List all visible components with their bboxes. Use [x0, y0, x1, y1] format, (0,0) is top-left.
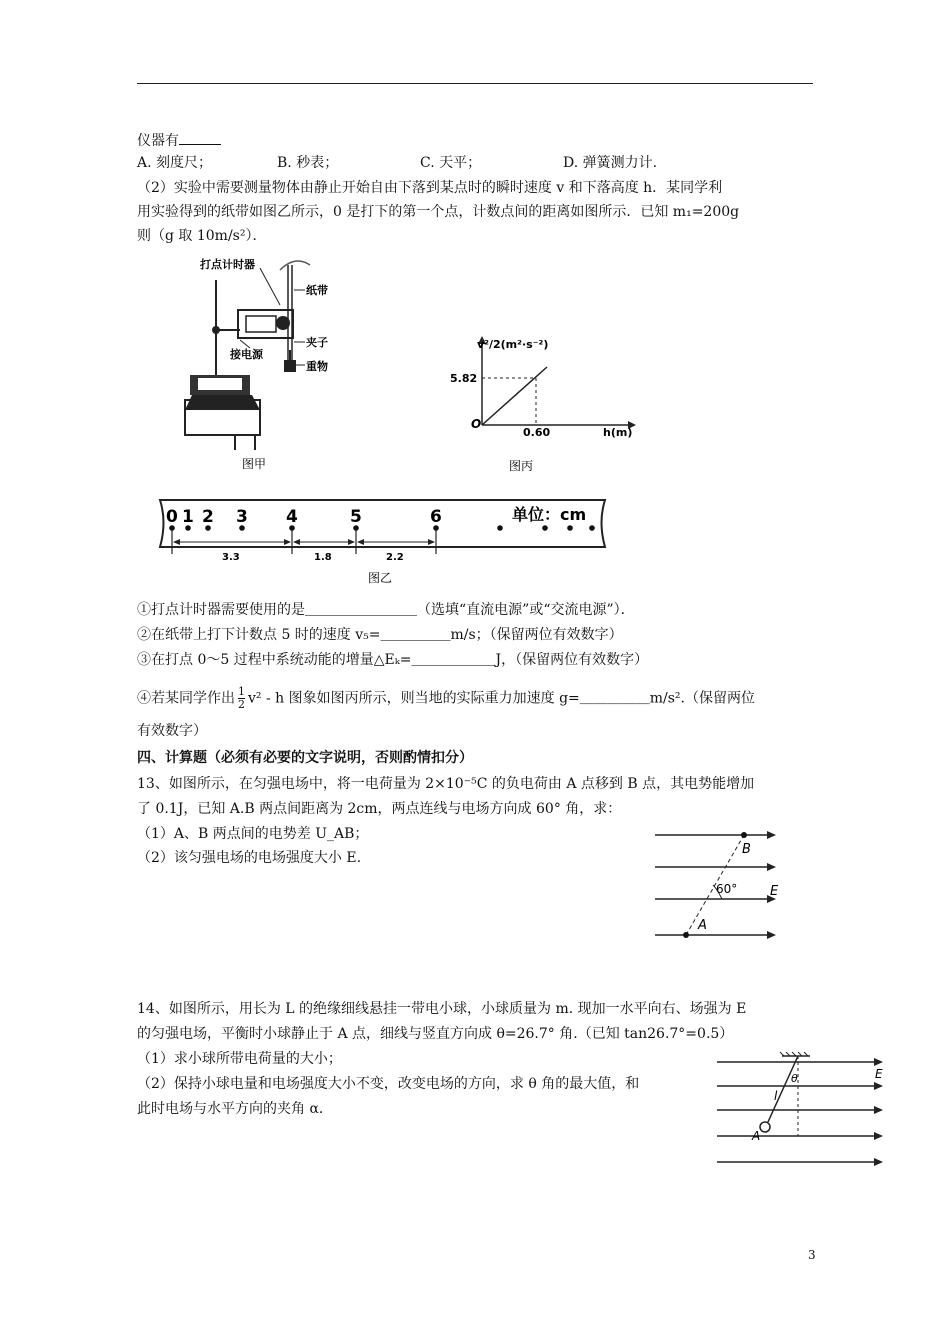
- tape-unit: 单位：cm: [512, 505, 587, 524]
- q13-sub1: （1）A、B 两点间的电势差 U_AB；: [137, 826, 369, 842]
- q14-sub2: （2）保持小球电量和电场强度大小不变，改变电场的方向，求 θ 角的最大值，和: [137, 1076, 640, 1092]
- q14-label-a: A: [752, 1129, 761, 1143]
- instruments-prefix: 仪器有: [137, 133, 179, 149]
- q14-label-l: l: [774, 1089, 778, 1103]
- q14-label-theta: θ: [791, 1072, 798, 1085]
- option-c: C. 天平；: [420, 155, 482, 171]
- q14-label-e: E: [875, 1067, 883, 1081]
- tape-label-6: 6: [430, 507, 442, 527]
- header-rule: [137, 83, 813, 84]
- label-clip: 夹子: [306, 336, 328, 349]
- q14-sub1: （1）求小球所带电荷量的大小；: [137, 1051, 342, 1067]
- q14-line1: 14、如图所示，用长为 L 的绝缘细线悬挂一带电小球，小球质量为 m. 现加一水平向右、场强为 E: [137, 1001, 747, 1017]
- tape-label-5: 5: [350, 507, 362, 527]
- option-b: B. 秒表；: [277, 155, 339, 171]
- option-a: A. 刻度尺；: [137, 155, 213, 171]
- tape-label-3: 3: [236, 507, 248, 527]
- bing-ylabel: v²/2(m²·s⁻²): [477, 338, 549, 351]
- q14-pendulum-figure: [712, 1050, 892, 1170]
- part2-line1: （2）实验中需要测量物体由静止开始自由下落到某点时的瞬时速度 v 和下落高度 h．某同学利: [137, 180, 723, 196]
- q12-sub2: ②在纸带上打下计数点 5 时的速度 v₅=＿＿＿＿＿m/s；（保留两位有效数字）: [137, 627, 623, 643]
- section-title: 四、计算题（必须有必要的文字说明，否则酌情扣分）: [137, 750, 473, 766]
- tape-label-1: 1: [182, 507, 194, 527]
- fraction-half: $\frac{1}{2}$: [238, 685, 245, 711]
- bing-ytick: 5.82: [450, 372, 478, 385]
- q13-sub2: （2）该匀强电场的电场强度大小 E.: [137, 850, 362, 866]
- bing-xtick: 0.60: [523, 426, 551, 439]
- label-power: 接电源: [230, 348, 263, 361]
- q14-line2: 的匀强电场，平衡时小球静止于 A 点，细线与竖直方向成 θ=26.7° 角.（已知 tan26.7°=0.5）: [137, 1026, 734, 1042]
- instruments-line: [137, 131, 221, 149]
- part2-line3: 则（g 取 10m/s²）．: [137, 228, 267, 244]
- q13-line1: 13、如图所示，在匀强电场中，将一电荷量为 2×10⁻⁵C 的负电荷由 A 点移到 B 点，其电势能增加: [137, 776, 755, 792]
- tape-label-4: 4: [286, 507, 298, 527]
- label-tape: 纸带: [306, 284, 328, 297]
- bing-origin: O: [471, 417, 482, 431]
- q13-angle: 60°: [716, 882, 738, 896]
- option-d: D. 弹簧测力计.: [563, 155, 658, 171]
- q12-sub3: ③在打点 0～5 过程中系统动能的增量△Eₖ=＿＿＿＿＿＿J，（保留两位有效数字）: [137, 652, 649, 668]
- tape-label-0: 0: [166, 507, 178, 527]
- caption-bing: 图丙: [509, 459, 534, 473]
- tape-dist-2: 1.8: [314, 552, 332, 563]
- answer-blank[interactable]: [179, 131, 221, 145]
- q13-line2: 了 0.1J，已知 A.B 两点间距离为 2cm，两点连线与电场方向成 60° 角，求：: [137, 801, 622, 817]
- q13-label-a: A: [698, 918, 707, 933]
- q12-sub1: ①打点计时器需要使用的是＿＿＿＿＿＿＿＿（选填“直流电源”或“交流电源”）．: [137, 602, 635, 618]
- caption-jia: 图甲: [242, 457, 267, 471]
- bing-xlabel: h(m): [603, 426, 633, 439]
- fig-yi-tape: [140, 492, 620, 592]
- q13-label-b: B: [742, 842, 751, 857]
- fig-jia-apparatus: [180, 250, 350, 480]
- tape-label-2: 2: [202, 507, 214, 527]
- fig-bing-graph: [445, 330, 645, 475]
- q12-sub4: [137, 686, 755, 711]
- sub4-suffix: v² - h 图象如图丙所示，则当地的实际重力加速度 g=＿＿＿＿＿m/s².（保留两位: [248, 690, 755, 707]
- q13-field-figure: [650, 825, 790, 945]
- page-number: 3: [808, 1248, 816, 1262]
- q12-sub4-line2: 有效数字）: [137, 723, 207, 739]
- part2-line2: 用实验得到的纸带如图乙所示，0 是打下的第一个点，计数点间的距离如图所示．已知 m₁=200g: [137, 204, 740, 220]
- q13-label-e: E: [770, 884, 779, 899]
- sub4-prefix: ④若某同学作出: [137, 690, 235, 707]
- label-timer: 打点计时器: [200, 258, 255, 271]
- tape-dist-3: 2.2: [386, 552, 404, 563]
- caption-yi: 图乙: [368, 571, 393, 585]
- q14-sub3: 此时电场与水平方向的夹角 α．: [137, 1101, 333, 1117]
- tape-dist-1: 3.3: [222, 552, 240, 563]
- label-weight: 重物: [306, 360, 328, 373]
